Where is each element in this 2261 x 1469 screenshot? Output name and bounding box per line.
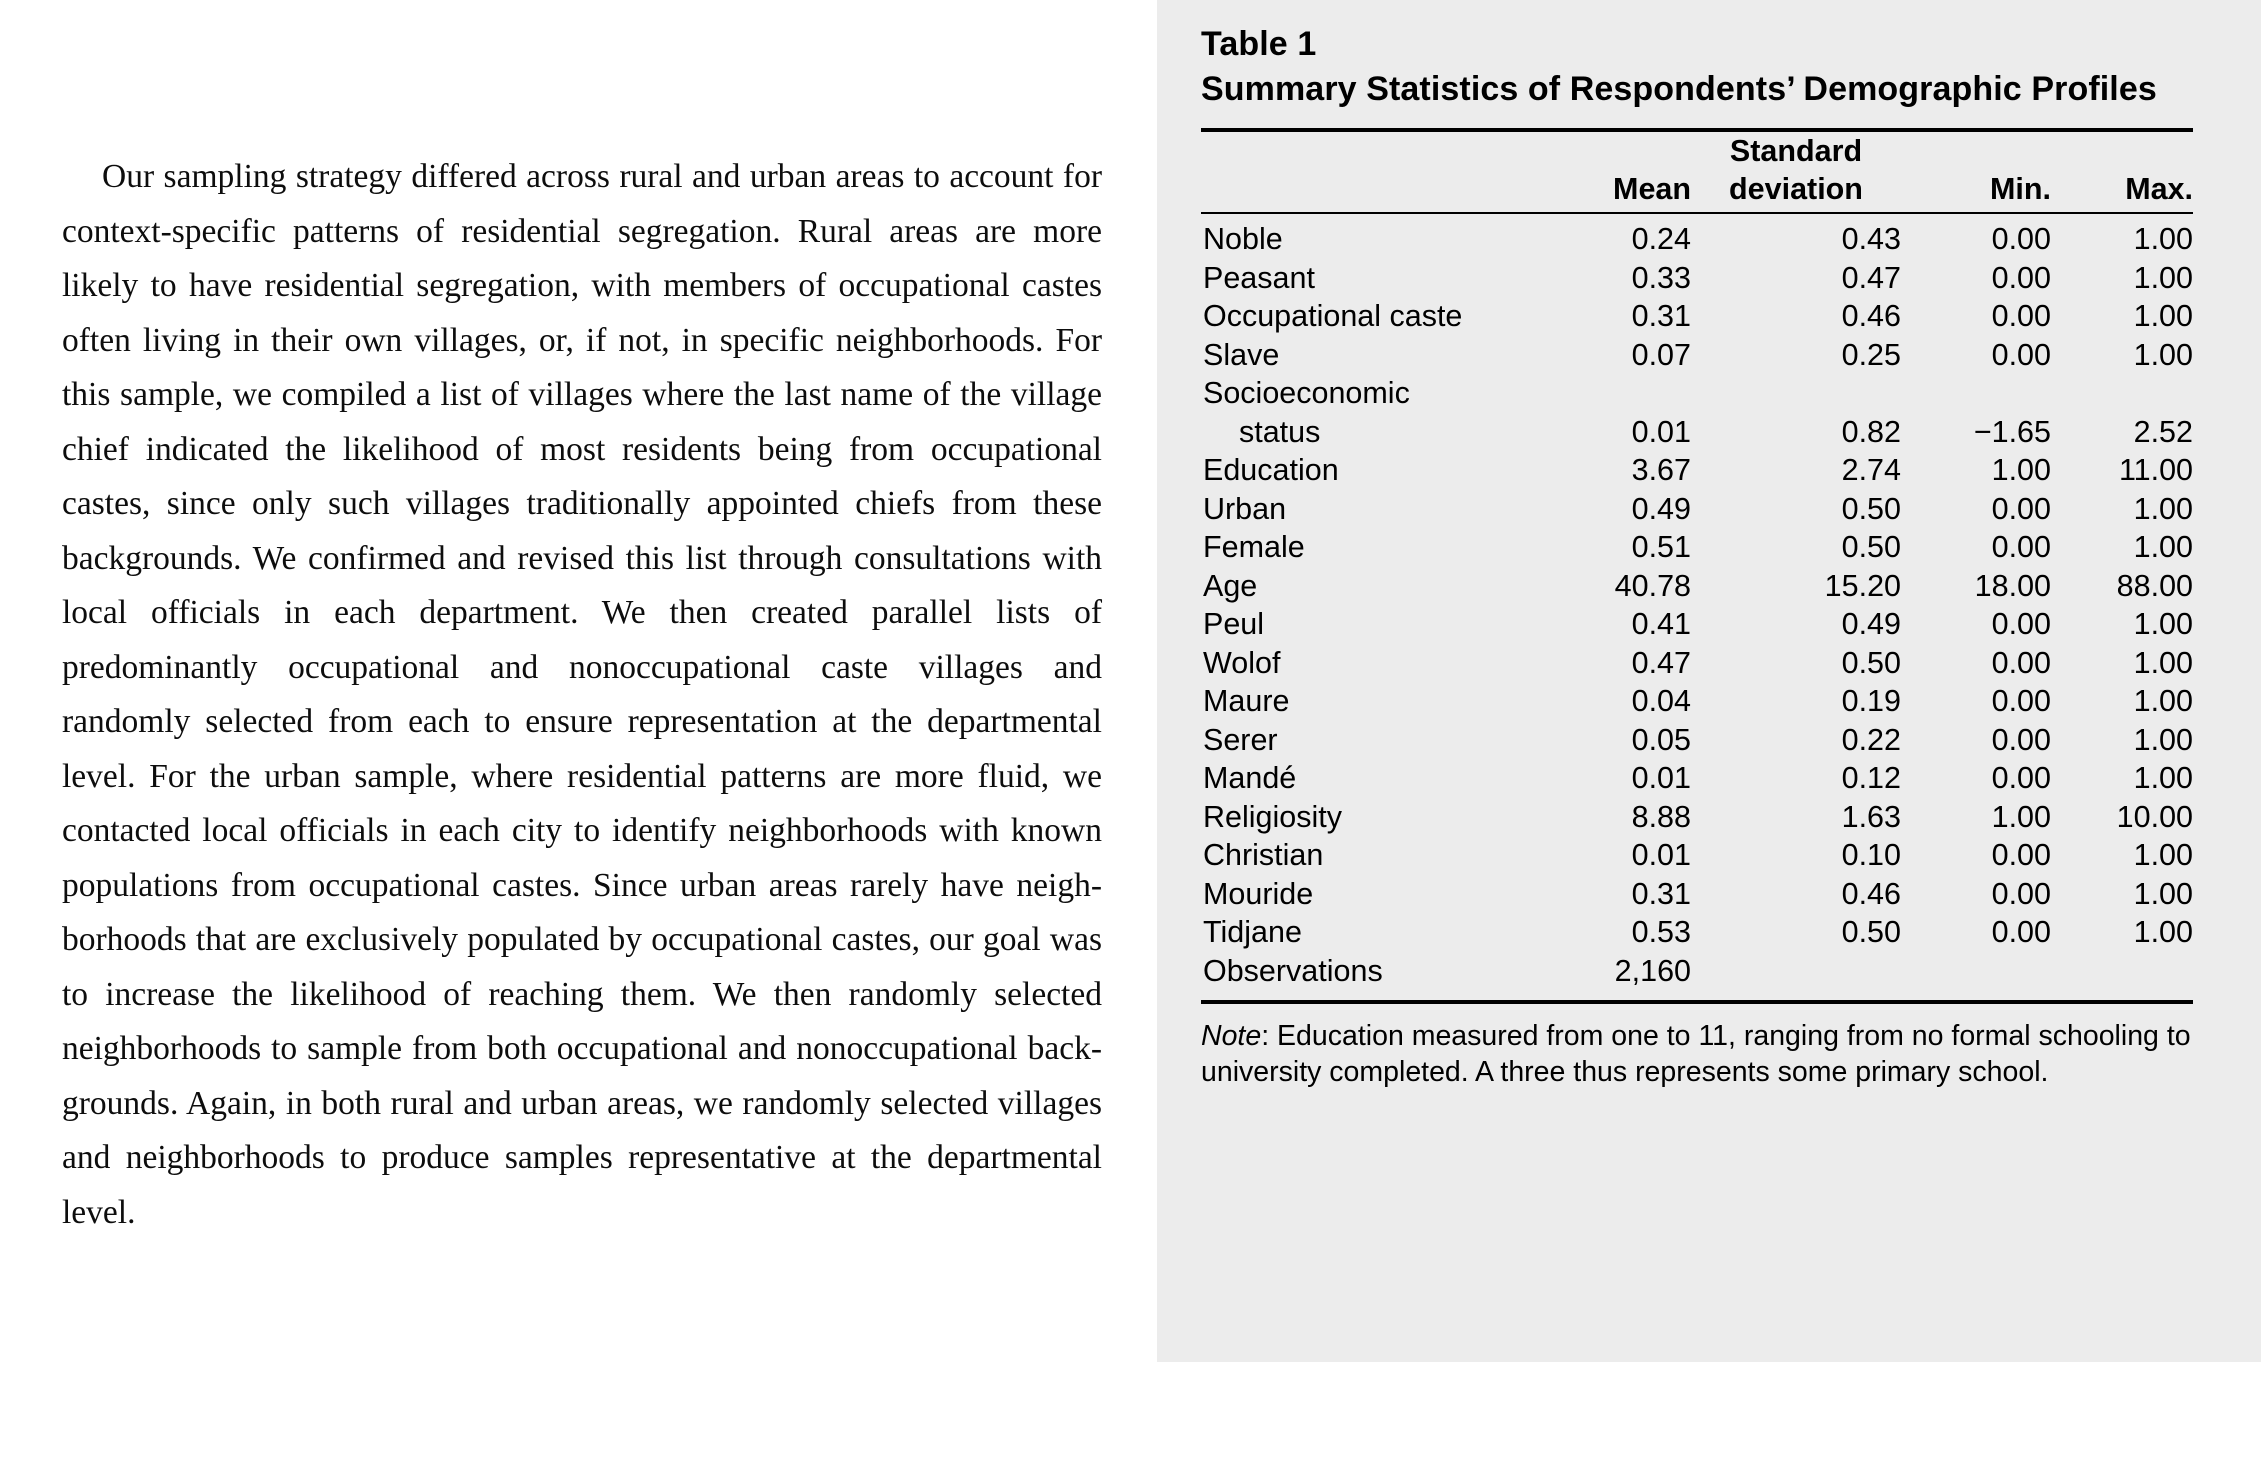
row-min: 0.00: [1991, 876, 2051, 911]
row-sd: 0.10: [1841, 838, 1901, 872]
row-label: Christian: [1203, 838, 1324, 872]
row-mean: 8.88: [1631, 799, 1691, 834]
row-sd: 0.25: [1841, 337, 1901, 372]
table-row: [1201, 451, 2193, 490]
row-label: Occupational caste: [1203, 299, 1463, 333]
header-min-text: Min.: [1990, 172, 2051, 206]
row-max: 1.00: [2133, 260, 2193, 295]
row-label-line1: Socioeconomic: [1203, 376, 1410, 410]
row-max: 88.00: [2116, 568, 2193, 603]
row-sd: 0.82: [1841, 414, 1901, 449]
row-max: 1.00: [2133, 337, 2193, 372]
row-min: 0.00: [1991, 260, 2051, 295]
body-paragraph: Our sampling strategy differed across rural and urban areas to account for context-specific patterns of residential segregation. Rural areas are more likely to have residential segregation, with members of occupational castes often living in their own villages, or, if not, in specific neighborhoods. For this sample, we compiled a list of villages where the last name of the village chief indicated the likelihood of most residents being from occupational castes, since only such villages traditionally appointed chiefs from these backgrounds. We confirmed and revised this list through consultations with local officials in each department. We then created parallel lists of predominantly occupational and nonoccupational caste villages and randomly selected from each to ensure representation at the departmental level. For the urban sample, where residential patterns are more fluid, we contacted local officials in each city to identify neighborhoods with known populations from occupational castes. Since urban areas rarely have neighborhoods that are exclusively populated by occupational castes, our goal was to increase the likelihood of reaching them. We then randomly selected neighborhoods to sample from both occupational and nonoccupational backgrounds. Again, in both rural and urban areas, we randomly selected villages and neighborhoods to produce samples representative at the departmental level.: [62, 158, 1102, 1231]
row-max: 1.00: [2133, 684, 2193, 718]
row-mean: 0.31: [1631, 876, 1691, 911]
row-mean: 0.01: [1631, 838, 1691, 872]
table-row: [1201, 567, 2193, 606]
row-label: [1201, 374, 1541, 451]
row-mean: 3.67: [1631, 453, 1691, 487]
row-label: Age: [1203, 568, 1258, 603]
row-label: Peul: [1203, 607, 1265, 641]
table-panel: [1157, 0, 2261, 1362]
row-mean: 0.24: [1631, 222, 1691, 256]
table-row: [1201, 836, 2193, 875]
row-label: Noble: [1203, 222, 1283, 256]
row-sd: 0.50: [1841, 645, 1901, 680]
row-min: 0.00: [1991, 530, 2051, 564]
table-row: [1201, 605, 2193, 644]
header-mean-text: Mean: [1613, 172, 1691, 206]
row-max: 1.00: [2133, 530, 2193, 564]
row-min: 0.00: [1991, 607, 2051, 641]
row-mean: 2,160: [1614, 953, 1691, 988]
row-mean: 0.05: [1631, 722, 1691, 757]
row-mean: 0.51: [1631, 530, 1691, 564]
row-label: Peasant: [1203, 260, 1315, 295]
row-max: 1.00: [2133, 915, 2193, 949]
table-container: [1201, 22, 2193, 1090]
table-row: [1201, 528, 2193, 567]
table-row: [1201, 759, 2193, 798]
row-sd: 0.12: [1841, 761, 1901, 795]
row-sd: 0.47: [1841, 260, 1901, 295]
table-header-row: [1201, 132, 2193, 212]
row-mean: 0.04: [1631, 684, 1691, 718]
row-sd: 0.46: [1841, 876, 1901, 911]
row-max: 1.00: [2133, 607, 2193, 641]
row-max: 1.00: [2133, 838, 2193, 872]
table-row: [1201, 798, 2193, 837]
row-max: 1.00: [2133, 222, 2193, 256]
row-sd: 0.49: [1841, 607, 1901, 641]
row-min: 18.00: [1974, 568, 2051, 603]
row-sd: 0.43: [1841, 222, 1901, 256]
header-label: [1201, 132, 1541, 212]
row-mean: 0.41: [1631, 607, 1691, 641]
row-mean: 0.01: [1631, 414, 1691, 449]
table-row: [1201, 297, 2193, 336]
row-label: Tidjane: [1203, 915, 1302, 949]
row-max: 10.00: [2116, 799, 2193, 834]
summary-statistics-body: [1201, 214, 2193, 990]
header-max-text: Max.: [2125, 172, 2193, 206]
row-label: Mouride: [1203, 876, 1314, 911]
table-number: Table 1: [1201, 25, 1317, 63]
row-label: Mandé: [1203, 761, 1297, 795]
row-label: Education: [1203, 453, 1339, 487]
row-min: 0.00: [1991, 222, 2051, 256]
table-title: Summary Statistics of Respondents’ Demographic Profiles: [1201, 70, 2157, 108]
row-label: Female: [1203, 530, 1305, 564]
row-mean: 0.53: [1631, 915, 1691, 949]
row-label: Observations: [1203, 953, 1383, 988]
row-label: Religiosity: [1203, 799, 1342, 834]
header-sd-line2: deviation: [1729, 172, 1863, 206]
article-body-column: [62, 150, 1102, 1240]
row-min: 1.00: [1991, 799, 2051, 834]
row-label: Maure: [1203, 684, 1290, 718]
table-row: [1201, 913, 2193, 952]
row-min: 0.00: [1991, 915, 2051, 949]
table-row: [1201, 374, 2193, 451]
row-mean: 0.01: [1631, 761, 1691, 795]
row-sd: 0.22: [1841, 722, 1901, 757]
table-row: [1201, 644, 2193, 683]
row-min: 0.00: [1991, 684, 2051, 718]
table-row: [1201, 682, 2193, 721]
row-max: 1.00: [2133, 645, 2193, 680]
table-row: [1201, 220, 2193, 259]
table-row: [1201, 490, 2193, 529]
header-sd-line1: Standard: [1729, 134, 1863, 168]
row-min: 0.00: [1991, 645, 2051, 680]
summary-statistics-table: [1201, 132, 2193, 212]
row-min: 0.00: [1991, 337, 2051, 372]
row-sd: 0.46: [1841, 299, 1901, 333]
table-row: [1201, 952, 2193, 991]
table-header: [1201, 132, 2193, 212]
row-mean: 0.31: [1631, 299, 1691, 333]
row-sd: 0.50: [1841, 530, 1901, 564]
note-text: : Education measured from one to 11, ranging from no formal schooling to university completed. A three thus represents some primary school.: [1201, 1020, 2191, 1088]
header-standard-deviation: [1691, 132, 1901, 212]
row-max: 1.00: [2133, 722, 2193, 757]
row-min: 0.00: [1991, 299, 2051, 333]
row-sd: 0.50: [1841, 915, 1901, 949]
row-sd: 0.19: [1841, 684, 1901, 718]
table-row: [1201, 875, 2193, 914]
table-note: [1201, 1004, 2193, 1090]
note-prefix: Note: [1201, 1020, 1262, 1052]
table-row: [1201, 721, 2193, 760]
row-sd: 15.20: [1824, 568, 1901, 603]
row-mean: 0.47: [1631, 645, 1691, 680]
row-min: 0.00: [1991, 761, 2051, 795]
row-max: 1.00: [2133, 876, 2193, 911]
row-max: 2.52: [2133, 414, 2193, 449]
row-mean: 40.78: [1614, 568, 1691, 603]
row-sd: 2.74: [1841, 453, 1901, 487]
row-mean: 0.07: [1631, 337, 1691, 372]
row-label: Urban: [1203, 491, 1287, 526]
row-sd: 1.63: [1841, 799, 1901, 834]
header-mean: [1541, 132, 1691, 212]
row-sd: 0.50: [1841, 491, 1901, 526]
header-min: [1901, 132, 2051, 212]
table-row: [1201, 259, 2193, 298]
row-min: 0.00: [1991, 838, 2051, 872]
row-label: Slave: [1203, 337, 1280, 372]
row-max: 11.00: [2118, 453, 2193, 487]
table-body: [1201, 214, 2193, 990]
row-min: [1901, 952, 2051, 991]
row-max: 1.00: [2133, 491, 2193, 526]
row-max: 1.00: [2133, 761, 2193, 795]
row-max: [2051, 952, 2193, 991]
row-mean: 0.33: [1631, 260, 1691, 295]
row-sd: [1691, 952, 1901, 991]
header-max: [2051, 132, 2193, 212]
row-min: 0.00: [1991, 722, 2051, 757]
table-row: [1201, 336, 2193, 375]
row-label: Serer: [1203, 722, 1278, 757]
row-label: Wolof: [1203, 645, 1281, 680]
row-mean: 0.49: [1631, 491, 1691, 526]
row-min: 0.00: [1991, 491, 2051, 526]
row-min: 1.00: [1991, 453, 2051, 487]
row-label-line2: status: [1239, 414, 1321, 449]
row-min: −1.65: [1973, 414, 2051, 449]
row-max: 1.00: [2133, 299, 2193, 333]
